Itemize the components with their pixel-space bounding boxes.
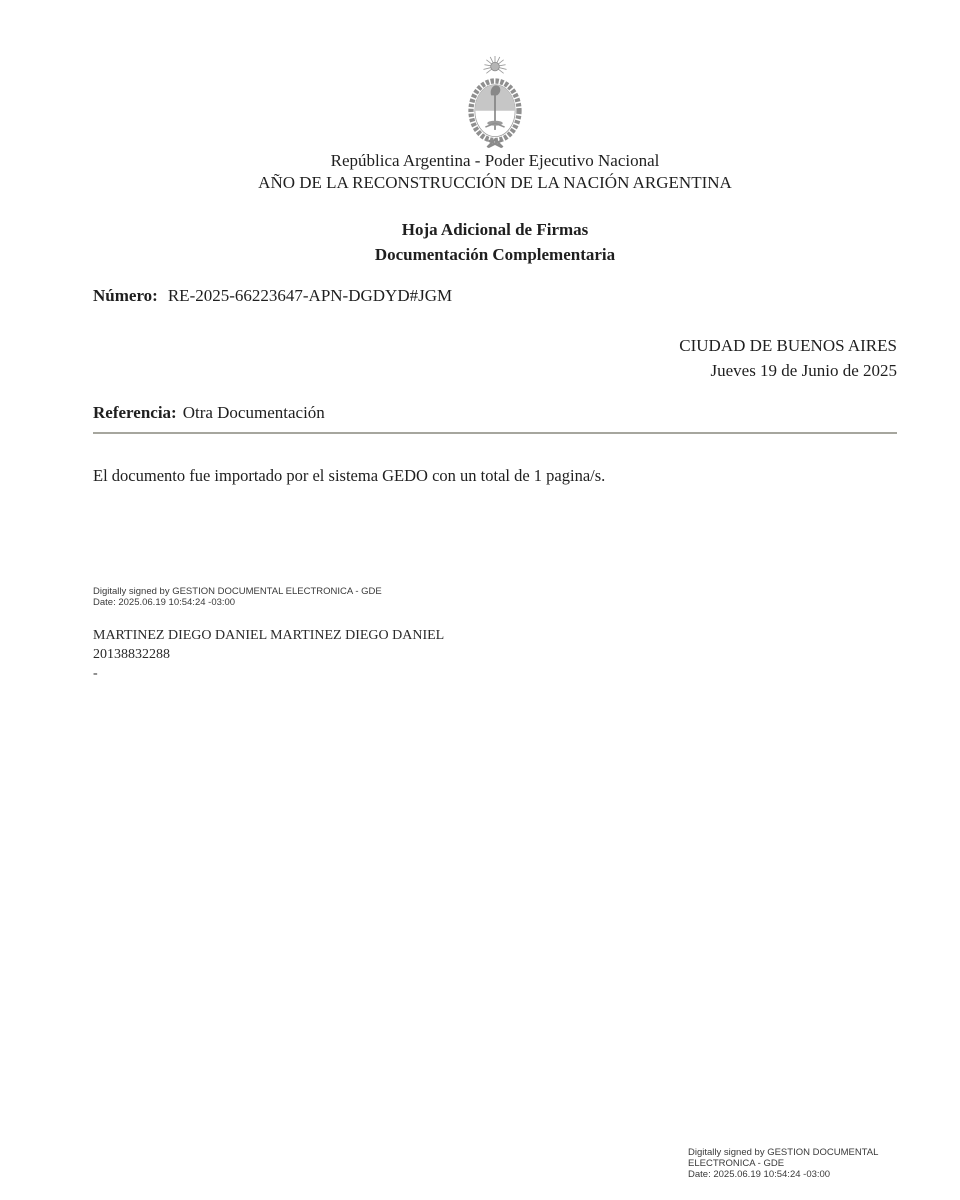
place-date-block bbox=[679, 333, 897, 383]
signer-extra: - bbox=[93, 666, 98, 681]
reference-label: Referencia: bbox=[93, 403, 177, 422]
signature-block-left bbox=[93, 586, 444, 683]
date-line: Jueves 19 de Junio de 2025 bbox=[710, 361, 897, 380]
stamp-right-line-3: Date: 2025.06.19 10:54:24 -03:00 bbox=[688, 1169, 831, 1180]
digital-signature-stamp-right bbox=[688, 1147, 878, 1180]
reference-line bbox=[93, 403, 325, 423]
argentina-coat-of-arms bbox=[447, 56, 543, 152]
document-header bbox=[93, 150, 897, 194]
coat-of-arms-graphic bbox=[447, 56, 543, 152]
reference-value: Otra Documentación bbox=[182, 403, 325, 422]
signer-name: MARTINEZ DIEGO DANIEL MARTINEZ DIEGO DANIEL bbox=[93, 628, 445, 643]
stamp-left-line-1: Digitally signed by GESTION DOCUMENTAL ELECTRONICA - GDE bbox=[93, 586, 382, 597]
doc-title-line-1: Hoja Adicional de Firmas bbox=[401, 220, 589, 239]
sun-icon bbox=[491, 62, 500, 71]
body-text: El documento fue importado por el sistema GEDO con un total de 1 pagina/s. bbox=[93, 466, 606, 485]
document-title bbox=[93, 217, 897, 267]
doc-title-line-2: Documentación Complementaria bbox=[374, 245, 616, 264]
number-value: RE-2025-66223647-APN-DGDYD#JGM bbox=[167, 286, 453, 305]
digital-signature-stamp-left bbox=[93, 586, 444, 608]
signer-details bbox=[93, 626, 444, 683]
header-line-2: AÑO DE LA RECONSTRUCCIÓN DE LA NACIÓN ARGENTINA bbox=[258, 173, 732, 192]
stamp-right-line-2: ELECTRONICA - GDE bbox=[688, 1158, 785, 1169]
number-label: Número: bbox=[93, 286, 158, 305]
stamp-right-line-1: Digitally signed by GESTION DOCUMENTAL bbox=[688, 1147, 879, 1158]
city-line: CIUDAD DE BUENOS AIRES bbox=[679, 336, 897, 355]
stamp-left-line-2: Date: 2025.06.19 10:54:24 -03:00 bbox=[93, 597, 236, 608]
header-line-1: República Argentina - Poder Ejecutivo Nacional bbox=[330, 151, 660, 170]
horizontal-divider bbox=[93, 432, 897, 434]
document-number-line bbox=[93, 286, 452, 306]
ribbon bbox=[487, 140, 502, 148]
signer-id: 20138832288 bbox=[93, 647, 170, 662]
